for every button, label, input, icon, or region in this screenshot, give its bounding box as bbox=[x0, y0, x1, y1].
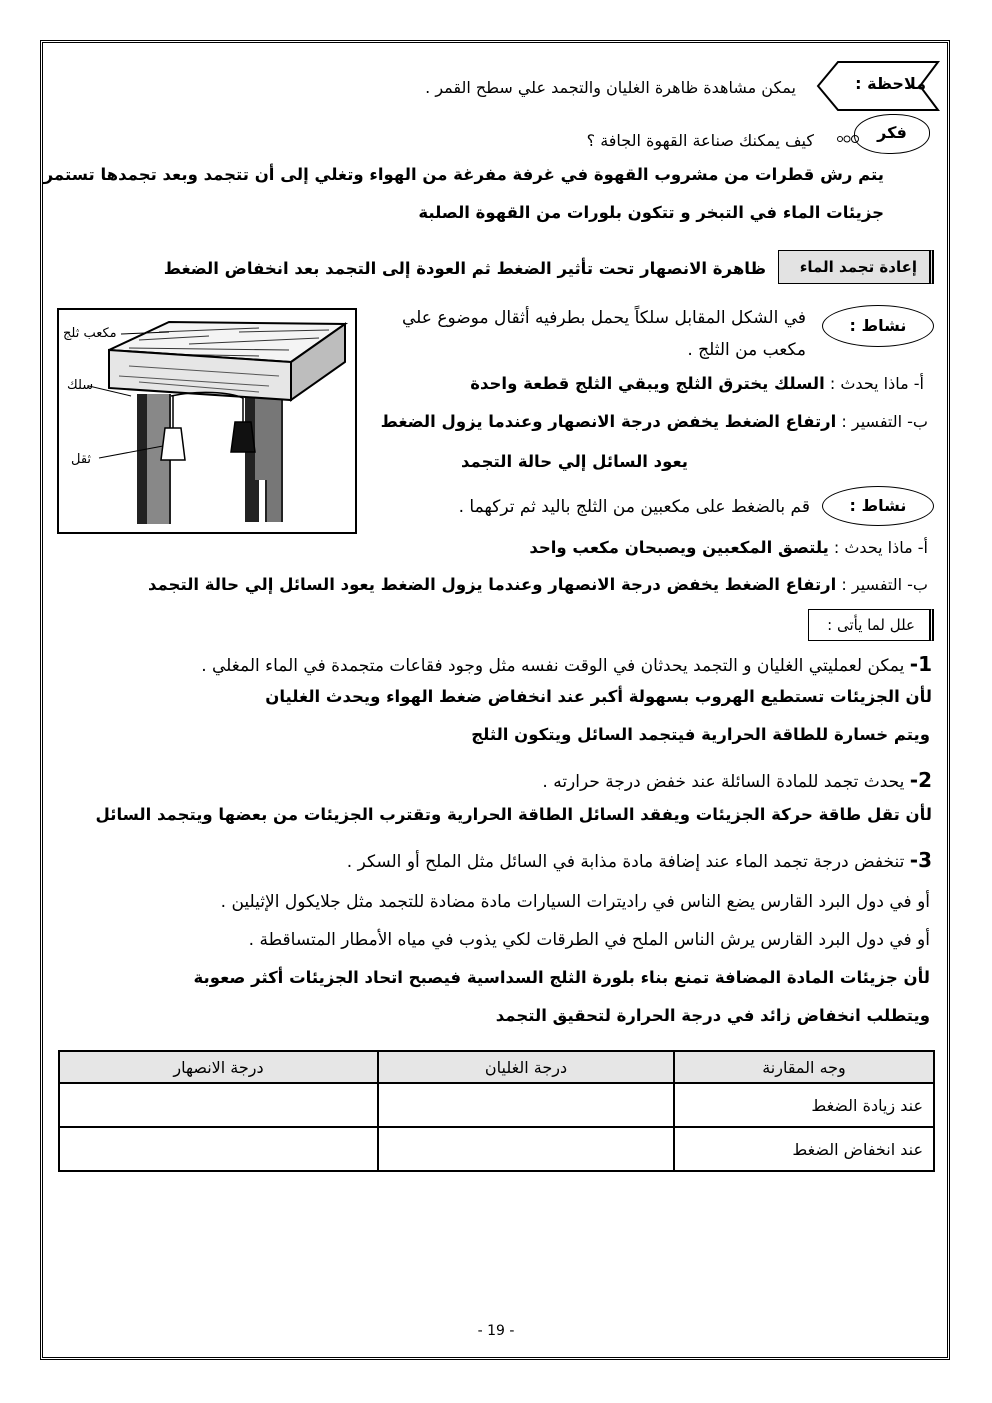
figure-label-ice: مكعب ثلج bbox=[63, 326, 117, 341]
activity1-q-label: أ- ماذا يحدث : bbox=[829, 374, 924, 393]
explain-item3-answer-line2: ويتطلب انخفاض زائد في درجة الحرارة لتحقيق التجمد bbox=[495, 1006, 930, 1025]
table-cell[interactable] bbox=[378, 1127, 674, 1171]
activity2-explain-row bbox=[148, 575, 928, 594]
figure-label-wire: سلك bbox=[67, 378, 94, 393]
comparison-table bbox=[58, 1050, 935, 1172]
explain-item3-or2: أو في دول البرد القارس يرش الناس الملح في الطرقات لكي يذوب في مياه الأمطار المتساقطة . bbox=[248, 930, 930, 950]
regelation-definition: ظاهرة الانصهار تحت تأثير الضغط ثم العودة إلى التجمد بعد انخفاض الضغط bbox=[163, 259, 766, 278]
activity1-e-answer-line1: ارتفاع الضغط يخفض درجة الانصهار وعندما يزول الضغط bbox=[380, 412, 837, 431]
activity2-text: قم بالضغط على مكعبين من الثلج باليد ثم تركهما . bbox=[458, 497, 810, 517]
thought-dots-icon bbox=[836, 134, 860, 144]
explain-item3-row bbox=[347, 848, 932, 872]
activity2-bubble bbox=[822, 486, 934, 526]
explain-item3-num: 3- bbox=[909, 848, 932, 872]
think-label: فكر bbox=[877, 123, 907, 142]
activity1-question-row bbox=[470, 374, 924, 393]
explain-item2-num: 2- bbox=[909, 768, 932, 792]
explain-item2-row bbox=[542, 768, 932, 792]
activity1-e-label: ب- التفسير : bbox=[841, 412, 928, 431]
think-answer-line1: يتم رش قطرات من مشروب القهوة في غرفة مفرغة من الهواء وتغلي إلى أن تتجمد وبعد تجمدها تستمر bbox=[43, 165, 884, 184]
table-row bbox=[59, 1083, 934, 1127]
regelation-label: إعادة تجمد الماء bbox=[799, 258, 917, 276]
regelation-term-box bbox=[778, 250, 934, 284]
explain-item2-text: يحدث تجمد للمادة السائلة عند خفض درجة حرارته . bbox=[542, 772, 905, 792]
activity1-text-line1: في الشكل المقابل سلكاً يحمل بطرفيه أثقال موضوع علي bbox=[401, 308, 806, 328]
table-header: درجة الغليان bbox=[378, 1051, 674, 1083]
activity1-explain-row bbox=[381, 412, 928, 431]
explain-item3-answer-line1: لأن جزيئات المادة المضافة تمنع بناء بلورة الثلج السداسية فيصبح اتحاد الجزيئات أكثر صعوبة bbox=[193, 968, 930, 987]
think-question: كيف يمكنك صناعة القهوة الجافة ؟ bbox=[586, 131, 814, 150]
figure-label-weight: ثقل bbox=[71, 452, 92, 467]
explain-item1-answer-line1: لأن الجزيئات تستطيع الهروب بسهولة أكبر عند انخفاض ضغط الهواء ويحدث الغليان bbox=[265, 687, 932, 706]
table-header: وجه المقارنة bbox=[674, 1051, 934, 1083]
think-cloud bbox=[854, 114, 930, 154]
explain-item1-text: يمكن لعمليتي الغليان و التجمد يحدثان في الوقت نفسه مثل وجود فقاعات متجمدة في الماء المغلي . bbox=[201, 656, 905, 676]
table-header: درجة الانصهار bbox=[59, 1051, 378, 1083]
activity1-text-line2: مكعب من الثلج . bbox=[687, 340, 806, 360]
explain-item1-answer-line2: ويتم خسارة للطاقة الحرارية فيتجمد السائل ويتكون الثلج bbox=[471, 725, 930, 744]
activity2-q-label: أ- ماذا يحدث : bbox=[833, 538, 928, 557]
explain-item3-or1: أو في دول البرد القارس يضع الناس في راديترات السيارات مادة مضادة للتجمد مثل جلايكول الإثيلين . bbox=[220, 892, 930, 912]
note-text: يمكن مشاهدة ظاهرة الغليان والتجمد علي سطح القمر . bbox=[425, 78, 796, 97]
activity2-label: نشاط : bbox=[849, 496, 907, 515]
ice-block-illustration bbox=[59, 310, 355, 532]
ice-wire-figure bbox=[57, 308, 357, 534]
explain-item2-answer-line1: لأن تقل طاقة حركة الجزيئات ويفقد السائل الطاقة الحرارية وتقترب الجزيئات من بعضها ويتجمد السائل bbox=[95, 805, 932, 824]
activity2-q-answer: يلتصق المكعبين ويصبحان مكعب واحد bbox=[529, 538, 829, 557]
activity1-bubble bbox=[822, 305, 934, 347]
table-header-row bbox=[59, 1051, 934, 1083]
table-row-label: عند زيادة الضغط bbox=[674, 1083, 934, 1127]
table-cell[interactable] bbox=[59, 1127, 378, 1171]
explain-label: علل لما يأتى : bbox=[827, 616, 915, 634]
activity1-e-answer-line2: يعود السائل إلي حالة التجمد bbox=[461, 452, 688, 471]
activity2-e-answer: ارتفاع الضغط يخفض درجة الانصهار وعندما يزول الضغط يعود السائل إلي حالة التجمد bbox=[147, 575, 837, 594]
note-label: ملاحظة : bbox=[855, 74, 926, 93]
explain-header-box bbox=[808, 609, 934, 641]
explain-item1-row bbox=[201, 652, 932, 676]
activity2-question-row bbox=[529, 538, 928, 557]
explain-item3-text: تنخفض درجة تجمد الماء عند إضافة مادة مذابة في السائل مثل الملح أو السكر . bbox=[346, 852, 905, 872]
table-cell[interactable] bbox=[59, 1083, 378, 1127]
table-row bbox=[59, 1127, 934, 1171]
table-cell[interactable] bbox=[378, 1083, 674, 1127]
activity1-q-answer: السلك يخترق الثلج ويبقي الثلج قطعة واحدة bbox=[470, 374, 825, 393]
explain-item1-num: 1- bbox=[909, 652, 932, 676]
table-row-label: عند انخفاض الضغط bbox=[674, 1127, 934, 1171]
think-answer-line2: جزيئات الماء في التبخر و تتكون بلورات من القهوة الصلبة bbox=[418, 203, 884, 222]
activity1-label: نشاط : bbox=[849, 316, 907, 335]
page-number: - 19 - bbox=[477, 1323, 515, 1339]
activity2-e-label: ب- التفسير : bbox=[841, 575, 928, 594]
